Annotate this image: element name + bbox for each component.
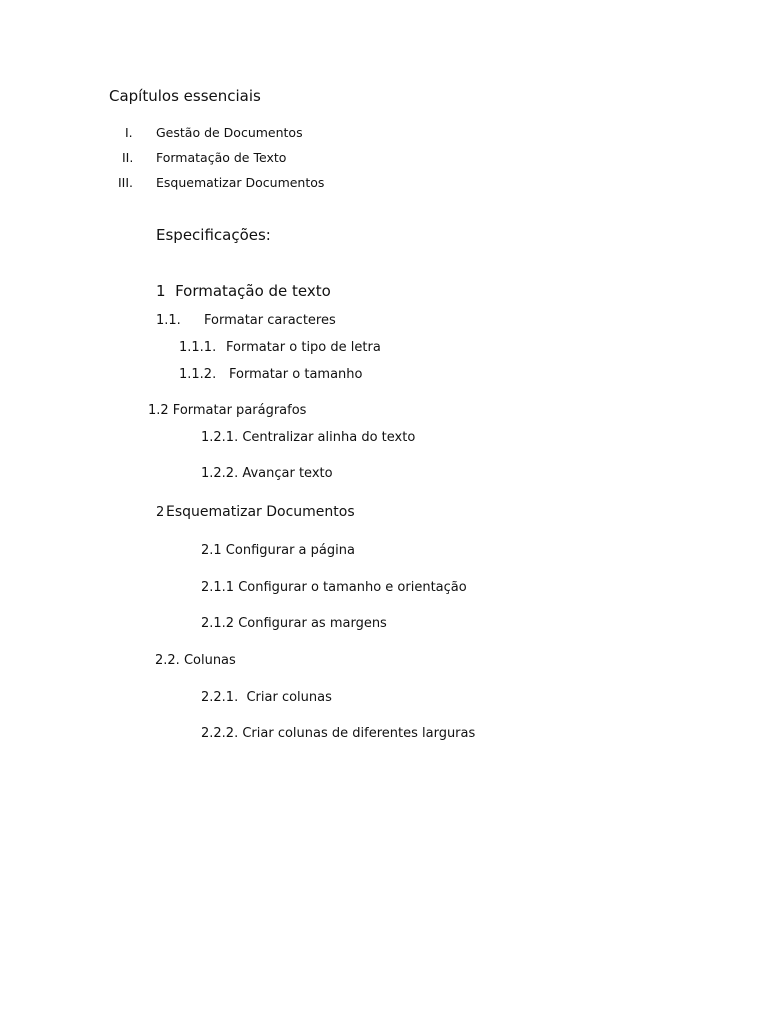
subsection-item: 2.2.2. Criar colunas de diferentes larguras [201, 726, 476, 741]
subsection-item: 1.2.2. Avançar texto [201, 466, 333, 481]
subsection-number: 1.1.1. [179, 340, 217, 355]
section-2-number: 2 [156, 505, 165, 520]
chapter-number: III. [118, 175, 134, 190]
subsection-item: 2.1.2 Configurar as margens [201, 616, 387, 631]
subsection-item: 2.2.1. Criar colunas [201, 690, 332, 705]
subsection-item: Formatar o tamanho [229, 367, 363, 382]
chapter-item: Esquematizar Documentos [156, 175, 325, 190]
subsection-item: Formatar caracteres [204, 313, 336, 328]
specs-title: Especificações: [156, 226, 271, 244]
subsection-item: 2.2. Colunas [155, 653, 236, 668]
section-2-title: Esquematizar Documentos [166, 504, 355, 520]
chapter-number: I. [125, 125, 133, 140]
subsection-item: 2.1 Configurar a página [201, 543, 355, 558]
subsection-item: 1.2 Formatar parágrafos [148, 403, 307, 418]
subsection-number: 1.1.2. [179, 367, 217, 382]
subsection-item: Formatar o tipo de letra [226, 340, 381, 355]
chapter-item: Gestão de Documentos [156, 125, 303, 140]
subsection-item: 2.1.1 Configurar o tamanho e orientação [201, 580, 467, 595]
chapter-item: Formatação de Texto [156, 150, 287, 165]
subsection-item: 1.2.1. Centralizar alinha do texto [201, 430, 416, 445]
chapter-number: II. [122, 150, 134, 165]
document-heading: Capítulos essenciais [109, 87, 261, 105]
section-1-title: 1 Formatação de texto [156, 282, 331, 300]
subsection-number: 1.1. [156, 313, 181, 328]
